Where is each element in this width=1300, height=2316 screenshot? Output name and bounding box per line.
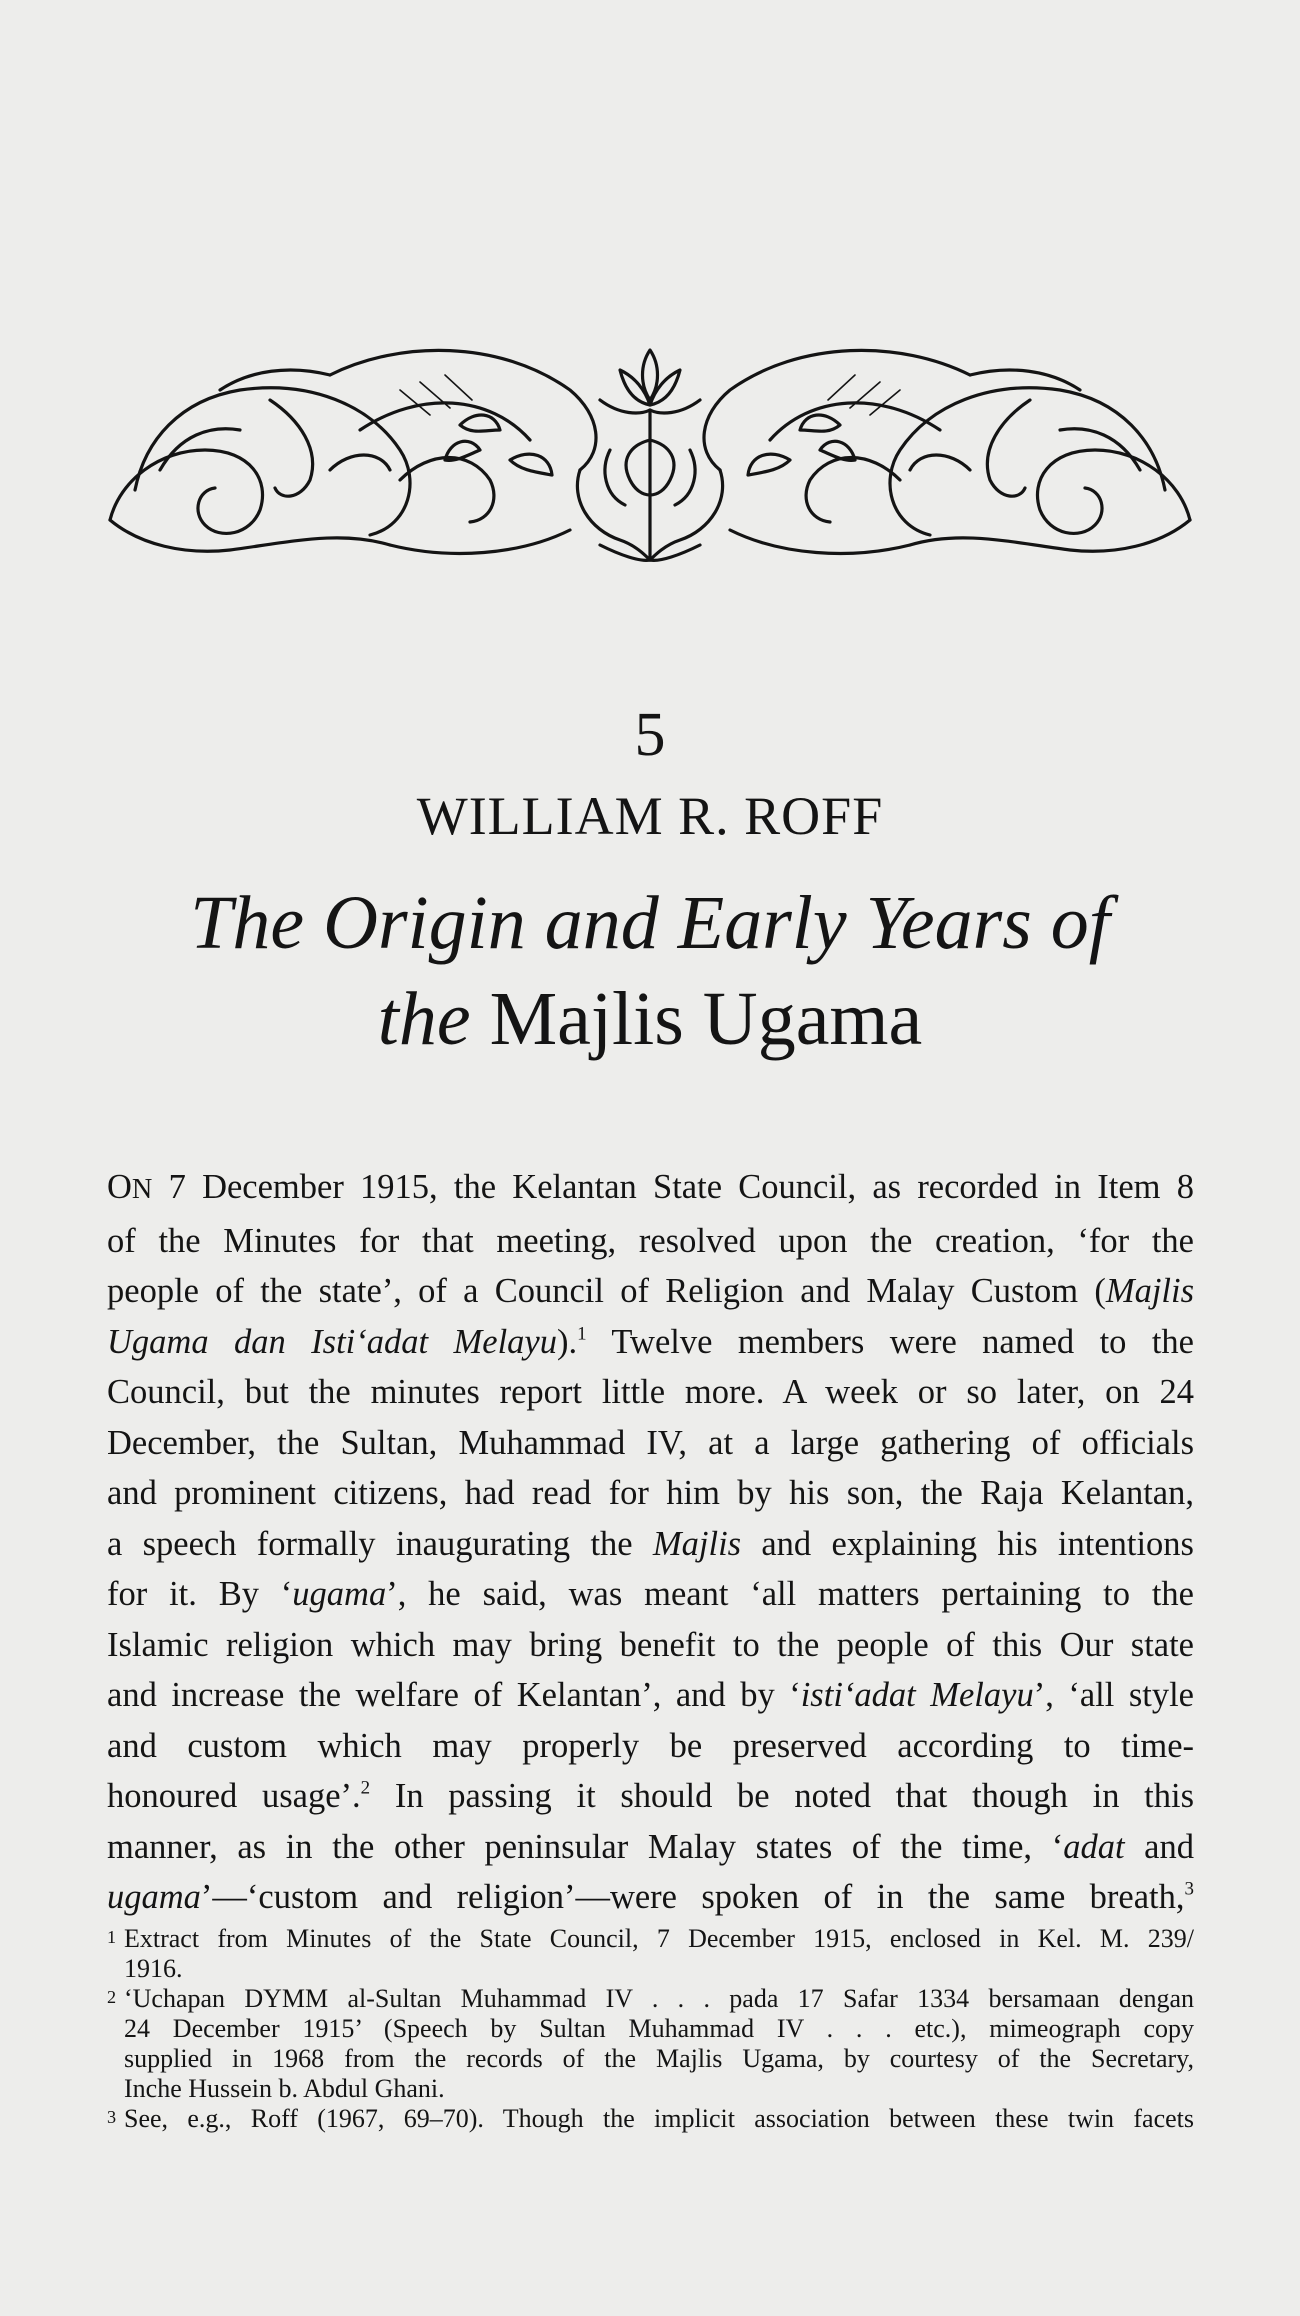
body-line-10	[107, 1620, 1194, 1671]
footnote-number: 1	[107, 1927, 117, 1947]
title-line-2-roman: Majlis Ugama	[489, 977, 923, 1061]
footnote-line: 1916.	[124, 1954, 183, 1983]
title-line-2-italic: the	[377, 977, 471, 1061]
text-run: Islamic religion which may bring benefit to the people of this Our state	[107, 1625, 1194, 1664]
footnote-ref: 1	[577, 1323, 587, 1345]
body-line-2	[107, 1216, 1194, 1267]
text-run: Majlis	[652, 1524, 742, 1563]
footnote-ref: 3	[1184, 1878, 1194, 1900]
chapter-author: WILLIAM R. ROFF	[416, 786, 884, 846]
text-run: ).	[556, 1322, 578, 1361]
text-run: ’, he said, was meant ‘all matters pertaining to the	[386, 1575, 1194, 1613]
text-run: for it. By ‘	[107, 1575, 293, 1613]
text-run: and prominent citizens, had read for him by his son, the Raja Kelantan,	[107, 1474, 1194, 1512]
body-line-4	[107, 1317, 1194, 1368]
text-run: and explaining his intentions	[741, 1524, 1194, 1563]
text-run: and custom which may properly be preserved according to time-	[107, 1726, 1194, 1765]
text-run: and	[1124, 1827, 1194, 1866]
text-run: honoured usage’.	[107, 1777, 361, 1815]
body-line-12	[107, 1721, 1194, 1772]
footnote-1	[107, 1924, 1194, 1984]
text-run: ’—‘custom and religion’—were spoken of in the same breath,	[200, 1878, 1185, 1916]
footnotes	[107, 1924, 1194, 2134]
body-text	[107, 1162, 1194, 1923]
text-run: 7 December 1915, the Kelantan State Council, as recorded in Item 8	[152, 1168, 1194, 1206]
body-line-8	[107, 1519, 1194, 1570]
text-run: ugama	[107, 1878, 201, 1916]
text-run: ugama	[292, 1575, 387, 1613]
title-line-1: The Origin and Early Years of	[190, 881, 1110, 965]
text-run: manner, as in the other peninsular Malay states of the time, ‘	[107, 1827, 1064, 1866]
footnote-line: Extract from Minutes of the State Council, 7 December 1915, enclosed in Kel. M. 239/	[124, 1924, 1194, 1953]
body-line-15	[107, 1872, 1194, 1923]
footnote-line: See, e.g., Roff (1967, 69–70). Though the implicit association between these twin facets	[124, 2104, 1194, 2133]
footnote-ref: 2	[360, 1777, 371, 1799]
body-line-11	[107, 1670, 1194, 1721]
text-run: O	[107, 1168, 132, 1206]
footnote-line: Inche Hussein b. Abdul Ghani.	[124, 2074, 445, 2103]
body-line-5	[107, 1367, 1194, 1418]
text-run: of the Minutes for that meeting, resolved upon the creation, ‘for the	[107, 1221, 1194, 1260]
text-run: N	[131, 1174, 153, 1205]
footnote-line: ‘Uchapan DYMM al-Sultan Muhammad IV . . . pada 17 Safar 1334 bersamaan dengan	[124, 1984, 1194, 2013]
text-run: adat	[1063, 1827, 1125, 1866]
body-line-7	[107, 1468, 1194, 1519]
footnote-2	[107, 1984, 1194, 2104]
text-run: In passing it should be noted that though in this	[370, 1777, 1194, 1815]
text-run: a speech formally inaugurating the	[107, 1524, 653, 1563]
text-run: isti‘adat Melayu	[800, 1676, 1034, 1714]
text-run: Twelve members were named to the	[586, 1322, 1194, 1361]
body-line-9	[107, 1569, 1194, 1620]
body-line-14	[107, 1822, 1194, 1873]
text-run: and increase the welfare of Kelantan’, and by ‘	[107, 1676, 801, 1714]
text-run: people of the state’, of a Council of Religion and Malay Custom (	[107, 1272, 1106, 1310]
chapter-number: 5	[634, 701, 666, 769]
floral-scroll-ornament	[100, 330, 1200, 570]
text-run: Council, but the minutes report little more. A week or so later, on 24	[107, 1373, 1194, 1411]
footnote-3	[107, 2104, 1194, 2134]
body-line-3	[107, 1266, 1194, 1317]
text-run: Majlis	[1105, 1272, 1194, 1310]
footnote-line: supplied in 1968 from the records of the Majlis Ugama, by courtesy of the Secretary,	[124, 2044, 1194, 2073]
footnote-line: 24 December 1915’ (Speech by Sultan Muhammad IV . . . etc.), mimeograph copy	[124, 2014, 1194, 2043]
text-run: ’, ‘all style	[1033, 1676, 1194, 1714]
body-line-1	[107, 1162, 1194, 1216]
text-run: Ugama dan Isti‘adat Melayu	[107, 1322, 557, 1361]
chapter-title	[0, 875, 1300, 1067]
footnote-number: 3	[107, 2107, 117, 2127]
footnote-number: 2	[107, 1987, 117, 2007]
body-line-13	[107, 1771, 1194, 1822]
text-run: December, the Sultan, Muhammad IV, at a large gathering of officials	[107, 1423, 1194, 1462]
body-line-6	[107, 1418, 1194, 1469]
